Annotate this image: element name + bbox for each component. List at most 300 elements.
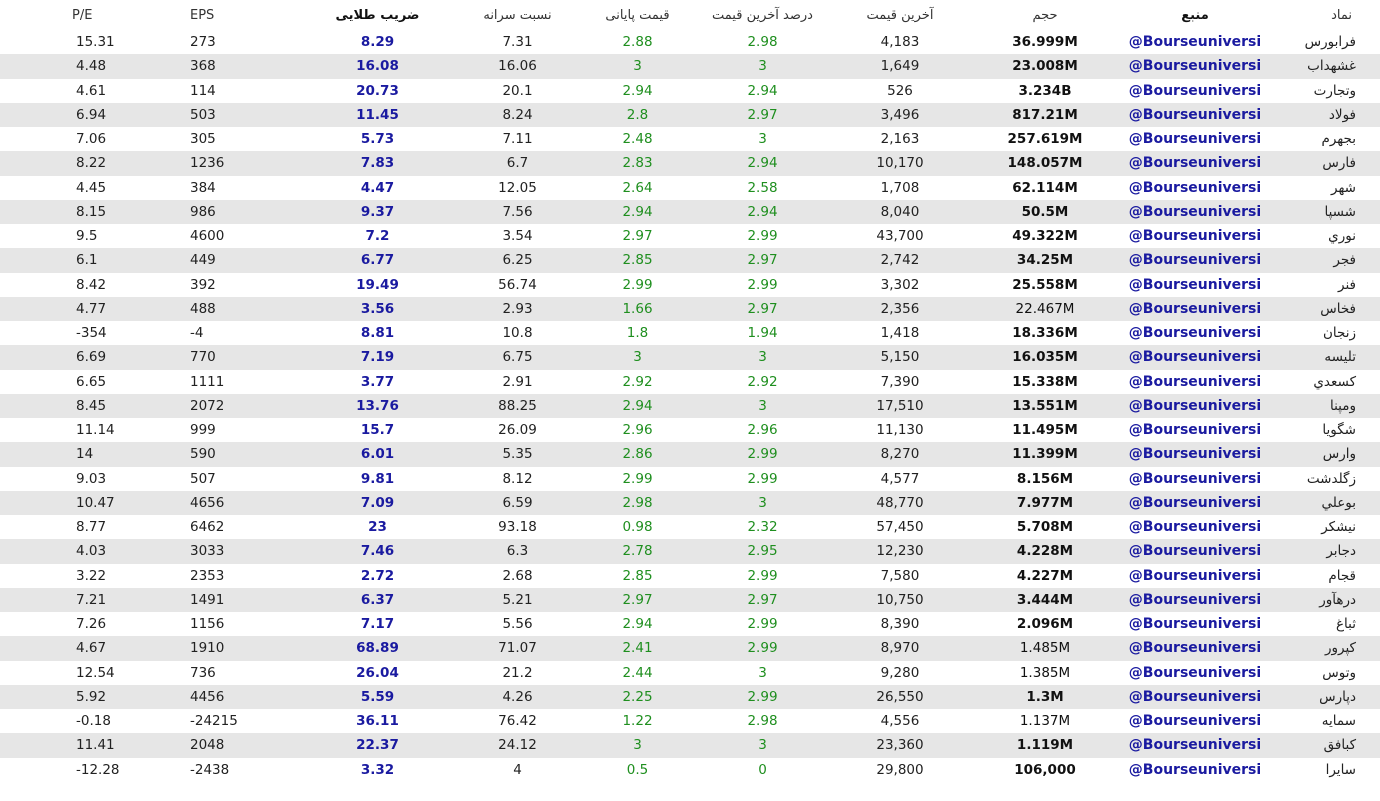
cell-pe: 11.41 xyxy=(0,733,190,757)
table-row[interactable] xyxy=(0,176,1380,200)
cell-per-capita-ratio: 20.1 xyxy=(455,79,580,103)
cell-source-link[interactable]: @Bourseuniversi xyxy=(1120,248,1270,272)
cell-golden-ratio: 20.73 xyxy=(300,79,455,103)
cell-last-price-percent: 2.97 xyxy=(695,103,830,127)
cell-eps: 368 xyxy=(190,54,300,78)
cell-pe: 6.1 xyxy=(0,248,190,272)
cell-golden-ratio: 2.72 xyxy=(300,564,455,588)
cell-per-capita-ratio: 24.12 xyxy=(455,733,580,757)
cell-final-price: 2.94 xyxy=(580,200,695,224)
cell-eps: 503 xyxy=(190,103,300,127)
cell-source-link[interactable]: @Bourseuniversi xyxy=(1120,54,1270,78)
cell-symbol: شهر xyxy=(1270,176,1380,200)
table-row[interactable] xyxy=(0,612,1380,636)
cell-eps: 114 xyxy=(190,79,300,103)
cell-source-link[interactable]: @Bourseuniversi xyxy=(1120,491,1270,515)
cell-source-link[interactable]: @Bourseuniversi xyxy=(1120,442,1270,466)
cell-source-link[interactable]: @Bourseuniversi xyxy=(1120,273,1270,297)
cell-pe: 7.26 xyxy=(0,612,190,636)
cell-source-link[interactable]: @Bourseuniversi xyxy=(1120,733,1270,757)
cell-per-capita-ratio: 56.74 xyxy=(455,273,580,297)
cell-golden-ratio: 9.81 xyxy=(300,467,455,491)
cell-final-price: 2.8 xyxy=(580,103,695,127)
cell-golden-ratio: 11.45 xyxy=(300,103,455,127)
cell-volume: 50.5M xyxy=(970,200,1120,224)
cell-pe: 4.48 xyxy=(0,54,190,78)
table-row[interactable] xyxy=(0,127,1380,151)
cell-source-link[interactable]: @Bourseuniversi xyxy=(1120,467,1270,491)
cell-last-price: 8,970 xyxy=(830,636,970,660)
table-row[interactable] xyxy=(0,491,1380,515)
cell-symbol: سمايه xyxy=(1270,709,1380,733)
cell-pe: 4.45 xyxy=(0,176,190,200)
cell-eps: 507 xyxy=(190,467,300,491)
cell-last-price-percent: 2.99 xyxy=(695,442,830,466)
cell-symbol: نوري xyxy=(1270,224,1380,248)
cell-final-price: 2.94 xyxy=(580,612,695,636)
cell-last-price: 10,170 xyxy=(830,151,970,175)
cell-last-price-percent: 2.94 xyxy=(695,151,830,175)
cell-pe: 6.69 xyxy=(0,345,190,369)
cell-last-price: 4,556 xyxy=(830,709,970,733)
cell-pe: 8.42 xyxy=(0,273,190,297)
cell-volume: 8.156M xyxy=(970,467,1120,491)
cell-last-price: 5,150 xyxy=(830,345,970,369)
table-row[interactable] xyxy=(0,588,1380,612)
cell-last-price: 10,750 xyxy=(830,588,970,612)
cell-last-price: 2,163 xyxy=(830,127,970,151)
table-row[interactable] xyxy=(0,564,1380,588)
cell-final-price: 2.98 xyxy=(580,491,695,515)
cell-golden-ratio: 5.59 xyxy=(300,685,455,709)
cell-source-link[interactable]: @Bourseuniversi xyxy=(1120,588,1270,612)
cell-golden-ratio: 3.32 xyxy=(300,758,455,782)
cell-source-link[interactable]: @Bourseuniversi xyxy=(1120,394,1270,418)
cell-volume: 106,000 xyxy=(970,758,1120,782)
cell-pe: -12.28 xyxy=(0,758,190,782)
cell-pe: 4.61 xyxy=(0,79,190,103)
cell-final-price: 2.92 xyxy=(580,370,695,394)
cell-volume: 22.467M xyxy=(970,297,1120,321)
cell-last-price: 12,230 xyxy=(830,539,970,563)
cell-eps: 4456 xyxy=(190,685,300,709)
cell-last-price-percent: 2.32 xyxy=(695,515,830,539)
cell-volume: 817.21M xyxy=(970,103,1120,127)
cell-source-link[interactable]: @Bourseuniversi xyxy=(1120,151,1270,175)
table-row[interactable] xyxy=(0,661,1380,685)
cell-golden-ratio: 7.46 xyxy=(300,539,455,563)
cell-last-price-percent: 2.97 xyxy=(695,588,830,612)
cell-symbol: وارس xyxy=(1270,442,1380,466)
cell-last-price-percent: 3 xyxy=(695,345,830,369)
cell-eps: 590 xyxy=(190,442,300,466)
cell-last-price: 48,770 xyxy=(830,491,970,515)
table-row[interactable] xyxy=(0,758,1380,782)
header-pe[interactable]: P/E xyxy=(0,0,190,30)
cell-volume: 1.119M xyxy=(970,733,1120,757)
cell-final-price: 3 xyxy=(580,345,695,369)
cell-volume: 1.385M xyxy=(970,661,1120,685)
cell-per-capita-ratio: 26.09 xyxy=(455,418,580,442)
cell-pe: 6.94 xyxy=(0,103,190,127)
cell-last-price-percent: 2.99 xyxy=(695,612,830,636)
header-eps[interactable]: EPS xyxy=(190,0,300,30)
cell-last-price: 43,700 xyxy=(830,224,970,248)
cell-source-link[interactable]: @Bourseuniversi xyxy=(1120,79,1270,103)
cell-symbol: وتجارت xyxy=(1270,79,1380,103)
cell-per-capita-ratio: 7.11 xyxy=(455,127,580,151)
cell-golden-ratio: 19.49 xyxy=(300,273,455,297)
header-golden-ratio[interactable]: ضریب طلایی xyxy=(300,0,455,30)
cell-volume: 1.3M xyxy=(970,685,1120,709)
header-last-price-percent[interactable]: درصد آخرین قیمت xyxy=(695,0,830,30)
cell-symbol: وتوس xyxy=(1270,661,1380,685)
cell-golden-ratio: 23 xyxy=(300,515,455,539)
cell-final-price: 2.94 xyxy=(580,79,695,103)
cell-per-capita-ratio: 12.05 xyxy=(455,176,580,200)
cell-pe: 14 xyxy=(0,442,190,466)
cell-golden-ratio: 3.56 xyxy=(300,297,455,321)
cell-last-price-percent: 2.94 xyxy=(695,79,830,103)
cell-last-price: 526 xyxy=(830,79,970,103)
table-row[interactable] xyxy=(0,54,1380,78)
cell-per-capita-ratio: 8.24 xyxy=(455,103,580,127)
cell-last-price-percent: 0 xyxy=(695,758,830,782)
table-row[interactable] xyxy=(0,103,1380,127)
cell-final-price: 3 xyxy=(580,733,695,757)
cell-golden-ratio: 15.7 xyxy=(300,418,455,442)
cell-per-capita-ratio: 5.56 xyxy=(455,612,580,636)
cell-last-price: 9,280 xyxy=(830,661,970,685)
cell-eps: 384 xyxy=(190,176,300,200)
cell-pe: 4.03 xyxy=(0,539,190,563)
table-row[interactable] xyxy=(0,394,1380,418)
cell-pe: 9.5 xyxy=(0,224,190,248)
cell-last-price: 8,390 xyxy=(830,612,970,636)
cell-last-price: 11,130 xyxy=(830,418,970,442)
cell-eps: 4656 xyxy=(190,491,300,515)
table-row[interactable] xyxy=(0,442,1380,466)
cell-source-link[interactable]: @Bourseuniversi xyxy=(1120,370,1270,394)
table-row[interactable] xyxy=(0,224,1380,248)
cell-final-price: 2.25 xyxy=(580,685,695,709)
cell-source-link[interactable]: @Bourseuniversi xyxy=(1120,127,1270,151)
cell-symbol: فنر xyxy=(1270,273,1380,297)
header-last-price[interactable]: آخرین قیمت xyxy=(830,0,970,30)
cell-volume: 23.008M xyxy=(970,54,1120,78)
cell-per-capita-ratio: 10.8 xyxy=(455,321,580,345)
cell-per-capita-ratio: 6.7 xyxy=(455,151,580,175)
cell-eps: 392 xyxy=(190,273,300,297)
cell-volume: 11.495M xyxy=(970,418,1120,442)
cell-source-link[interactable]: @Bourseuniversi xyxy=(1120,418,1270,442)
cell-golden-ratio: 22.37 xyxy=(300,733,455,757)
cell-golden-ratio: 13.76 xyxy=(300,394,455,418)
cell-pe: 8.15 xyxy=(0,200,190,224)
cell-symbol: دجابر xyxy=(1270,539,1380,563)
cell-symbol: زنجان xyxy=(1270,321,1380,345)
cell-golden-ratio: 5.73 xyxy=(300,127,455,151)
cell-eps: -2438 xyxy=(190,758,300,782)
cell-golden-ratio: 8.81 xyxy=(300,321,455,345)
cell-pe: 15.31 xyxy=(0,30,190,54)
cell-symbol: فرابورس xyxy=(1270,30,1380,54)
cell-eps: 449 xyxy=(190,248,300,272)
table-row[interactable] xyxy=(0,418,1380,442)
cell-last-price-percent: 2.94 xyxy=(695,200,830,224)
cell-volume: 18.336M xyxy=(970,321,1120,345)
header-final-price[interactable]: قیمت پایانی xyxy=(580,0,695,30)
table-row[interactable] xyxy=(0,539,1380,563)
table-row[interactable] xyxy=(0,515,1380,539)
cell-pe: 8.77 xyxy=(0,515,190,539)
cell-pe: 6.65 xyxy=(0,370,190,394)
cell-golden-ratio: 7.19 xyxy=(300,345,455,369)
cell-golden-ratio: 4.47 xyxy=(300,176,455,200)
cell-final-price: 2.88 xyxy=(580,30,695,54)
cell-per-capita-ratio: 7.56 xyxy=(455,200,580,224)
cell-final-price: 2.78 xyxy=(580,539,695,563)
cell-source-link[interactable]: @Bourseuniversi xyxy=(1120,30,1270,54)
cell-eps: 2048 xyxy=(190,733,300,757)
cell-per-capita-ratio: 71.07 xyxy=(455,636,580,660)
cell-last-price: 8,040 xyxy=(830,200,970,224)
cell-last-price-percent: 2.99 xyxy=(695,685,830,709)
cell-final-price: 1.66 xyxy=(580,297,695,321)
cell-volume: 62.114M xyxy=(970,176,1120,200)
cell-source-link[interactable]: @Bourseuniversi xyxy=(1120,758,1270,782)
cell-last-price-percent: 3 xyxy=(695,394,830,418)
cell-volume: 16.035M xyxy=(970,345,1120,369)
cell-last-price-percent: 2.98 xyxy=(695,709,830,733)
cell-symbol: فارس xyxy=(1270,151,1380,175)
cell-per-capita-ratio: 7.31 xyxy=(455,30,580,54)
table-row[interactable] xyxy=(0,321,1380,345)
table-row[interactable] xyxy=(0,467,1380,491)
cell-eps: 6462 xyxy=(190,515,300,539)
cell-golden-ratio: 7.09 xyxy=(300,491,455,515)
cell-per-capita-ratio: 21.2 xyxy=(455,661,580,685)
header-per-capita-ratio[interactable]: نسبت سرانه xyxy=(455,0,580,30)
table-header xyxy=(0,0,1380,30)
cell-eps: -4 xyxy=(190,321,300,345)
cell-symbol: فولاد xyxy=(1270,103,1380,127)
cell-golden-ratio: 68.89 xyxy=(300,636,455,660)
table-row[interactable] xyxy=(0,200,1380,224)
cell-final-price: 2.97 xyxy=(580,588,695,612)
cell-last-price-percent: 2.97 xyxy=(695,297,830,321)
cell-eps: 999 xyxy=(190,418,300,442)
cell-source-link[interactable]: @Bourseuniversi xyxy=(1120,539,1270,563)
cell-volume: 1.485M xyxy=(970,636,1120,660)
cell-last-price: 2,742 xyxy=(830,248,970,272)
table-row[interactable] xyxy=(0,345,1380,369)
cell-source-link[interactable]: @Bourseuniversi xyxy=(1120,685,1270,709)
table-body xyxy=(0,30,1380,782)
cell-eps: 273 xyxy=(190,30,300,54)
cell-last-price: 3,302 xyxy=(830,273,970,297)
cell-symbol: کپرور xyxy=(1270,636,1380,660)
cell-source-link[interactable]: @Bourseuniversi xyxy=(1120,564,1270,588)
cell-volume: 148.057M xyxy=(970,151,1120,175)
cell-per-capita-ratio: 6.3 xyxy=(455,539,580,563)
cell-golden-ratio: 3.77 xyxy=(300,370,455,394)
cell-pe: -354 xyxy=(0,321,190,345)
cell-pe: 8.45 xyxy=(0,394,190,418)
cell-per-capita-ratio: 6.25 xyxy=(455,248,580,272)
cell-symbol: ثباغ xyxy=(1270,612,1380,636)
cell-last-price: 7,390 xyxy=(830,370,970,394)
cell-symbol: نيشكر xyxy=(1270,515,1380,539)
cell-symbol: بوعلي xyxy=(1270,491,1380,515)
cell-last-price-percent: 2.97 xyxy=(695,248,830,272)
table-row[interactable] xyxy=(0,273,1380,297)
cell-golden-ratio: 8.29 xyxy=(300,30,455,54)
cell-golden-ratio: 7.83 xyxy=(300,151,455,175)
cell-per-capita-ratio: 2.93 xyxy=(455,297,580,321)
cell-source-link[interactable]: @Bourseuniversi xyxy=(1120,200,1270,224)
cell-symbol: قجام xyxy=(1270,564,1380,588)
cell-last-price-percent: 1.94 xyxy=(695,321,830,345)
cell-volume: 11.399M xyxy=(970,442,1120,466)
cell-pe: 4.67 xyxy=(0,636,190,660)
cell-eps: 4600 xyxy=(190,224,300,248)
cell-last-price: 23,360 xyxy=(830,733,970,757)
table-row[interactable] xyxy=(0,79,1380,103)
cell-final-price: 2.85 xyxy=(580,248,695,272)
cell-per-capita-ratio: 8.12 xyxy=(455,467,580,491)
cell-volume: 34.25M xyxy=(970,248,1120,272)
cell-pe: 9.03 xyxy=(0,467,190,491)
cell-last-price: 2,356 xyxy=(830,297,970,321)
cell-source-link[interactable]: @Bourseuniversi xyxy=(1120,297,1270,321)
cell-per-capita-ratio: 6.75 xyxy=(455,345,580,369)
cell-pe: 4.77 xyxy=(0,297,190,321)
cell-eps: 2353 xyxy=(190,564,300,588)
cell-source-link[interactable]: @Bourseuniversi xyxy=(1120,515,1270,539)
cell-per-capita-ratio: 6.59 xyxy=(455,491,580,515)
table-row[interactable] xyxy=(0,709,1380,733)
cell-per-capita-ratio: 5.21 xyxy=(455,588,580,612)
cell-source-link[interactable]: @Bourseuniversi xyxy=(1120,321,1270,345)
table-row[interactable] xyxy=(0,248,1380,272)
table-row[interactable] xyxy=(0,370,1380,394)
cell-volume: 1.137M xyxy=(970,709,1120,733)
cell-volume: 7.977M xyxy=(970,491,1120,515)
table-row[interactable] xyxy=(0,30,1380,54)
cell-source-link[interactable]: @Bourseuniversi xyxy=(1120,661,1270,685)
cell-pe: 8.22 xyxy=(0,151,190,175)
cell-eps: 1910 xyxy=(190,636,300,660)
table-row[interactable] xyxy=(0,685,1380,709)
cell-last-price-percent: 2.99 xyxy=(695,467,830,491)
cell-pe: 3.22 xyxy=(0,564,190,588)
cell-golden-ratio: 7.17 xyxy=(300,612,455,636)
cell-last-price-percent: 3 xyxy=(695,733,830,757)
cell-final-price: 3 xyxy=(580,54,695,78)
table-row[interactable] xyxy=(0,297,1380,321)
cell-volume: 36.999M xyxy=(970,30,1120,54)
cell-volume: 13.551M xyxy=(970,394,1120,418)
cell-last-price-percent: 2.92 xyxy=(695,370,830,394)
cell-last-price-percent: 3 xyxy=(695,127,830,151)
header-source[interactable]: منبع xyxy=(1120,0,1270,30)
cell-eps: -24215 xyxy=(190,709,300,733)
cell-symbol: ومپنا xyxy=(1270,394,1380,418)
table-row[interactable] xyxy=(0,151,1380,175)
cell-source-link[interactable]: @Bourseuniversi xyxy=(1120,224,1270,248)
cell-volume: 2.096M xyxy=(970,612,1120,636)
cell-eps: 1156 xyxy=(190,612,300,636)
cell-last-price: 1,418 xyxy=(830,321,970,345)
cell-golden-ratio: 6.01 xyxy=(300,442,455,466)
cell-symbol: فجر xyxy=(1270,248,1380,272)
cell-final-price: 2.96 xyxy=(580,418,695,442)
cell-last-price-percent: 2.99 xyxy=(695,273,830,297)
cell-eps: 488 xyxy=(190,297,300,321)
cell-per-capita-ratio: 76.42 xyxy=(455,709,580,733)
cell-final-price: 2.86 xyxy=(580,442,695,466)
cell-eps: 305 xyxy=(190,127,300,151)
cell-source-link[interactable]: @Bourseuniversi xyxy=(1120,709,1270,733)
cell-final-price: 2.99 xyxy=(580,273,695,297)
cell-final-price: 2.97 xyxy=(580,224,695,248)
cell-source-link[interactable]: @Bourseuniversi xyxy=(1120,103,1270,127)
cell-symbol: شسپا xyxy=(1270,200,1380,224)
cell-last-price: 1,649 xyxy=(830,54,970,78)
cell-final-price: 2.44 xyxy=(580,661,695,685)
cell-final-price: 0.5 xyxy=(580,758,695,782)
cell-golden-ratio: 9.37 xyxy=(300,200,455,224)
cell-symbol: درهآور xyxy=(1270,588,1380,612)
cell-final-price: 2.83 xyxy=(580,151,695,175)
cell-golden-ratio: 7.2 xyxy=(300,224,455,248)
cell-pe: 7.06 xyxy=(0,127,190,151)
cell-eps: 736 xyxy=(190,661,300,685)
cell-last-price: 17,510 xyxy=(830,394,970,418)
cell-volume: 25.558M xyxy=(970,273,1120,297)
cell-last-price: 8,270 xyxy=(830,442,970,466)
header-volume[interactable]: حجم xyxy=(970,0,1120,30)
cell-pe: 7.21 xyxy=(0,588,190,612)
cell-eps: 1236 xyxy=(190,151,300,175)
cell-per-capita-ratio: 4.26 xyxy=(455,685,580,709)
cell-golden-ratio: 16.08 xyxy=(300,54,455,78)
table-row[interactable] xyxy=(0,733,1380,757)
cell-last-price-percent: 2.95 xyxy=(695,539,830,563)
cell-eps: 770 xyxy=(190,345,300,369)
cell-per-capita-ratio: 2.68 xyxy=(455,564,580,588)
cell-golden-ratio: 6.37 xyxy=(300,588,455,612)
cell-final-price: 2.99 xyxy=(580,467,695,491)
cell-last-price: 1,708 xyxy=(830,176,970,200)
cell-source-link[interactable]: @Bourseuniversi xyxy=(1120,612,1270,636)
table-row[interactable] xyxy=(0,636,1380,660)
cell-symbol: فخاس xyxy=(1270,297,1380,321)
cell-source-link[interactable]: @Bourseuniversi xyxy=(1120,176,1270,200)
cell-symbol: دپارس xyxy=(1270,685,1380,709)
header-symbol[interactable]: نماد xyxy=(1270,0,1380,30)
cell-last-price: 4,183 xyxy=(830,30,970,54)
cell-golden-ratio: 26.04 xyxy=(300,661,455,685)
cell-pe: -0.18 xyxy=(0,709,190,733)
cell-volume: 3.444M xyxy=(970,588,1120,612)
cell-source-link[interactable]: @Bourseuniversi xyxy=(1120,345,1270,369)
cell-source-link[interactable]: @Bourseuniversi xyxy=(1120,636,1270,660)
cell-golden-ratio: 6.77 xyxy=(300,248,455,272)
cell-final-price: 0.98 xyxy=(580,515,695,539)
cell-last-price-percent: 2.58 xyxy=(695,176,830,200)
